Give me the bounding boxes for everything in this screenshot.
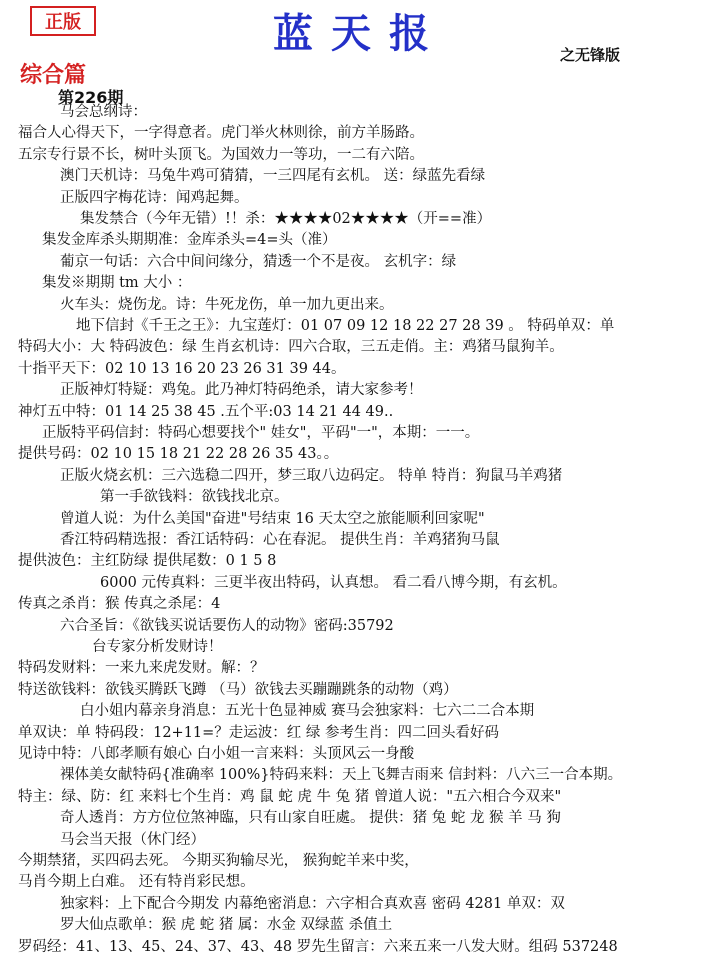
text-line: 台专家分析发财诗！ [92, 639, 223, 655]
text-line: 传真之杀肖：猴 传真之杀尾：4 [18, 596, 221, 613]
text-line: 香江特码精选报：香江话特码：心在春泥。 提供生肖：羊鸡猪狗马鼠 [60, 532, 500, 548]
text-line: 十指平天下：02 10 13 16 20 23 26 31 39 44。 [18, 360, 346, 377]
text-line: 提供号码：02 10 15 18 21 22 28 26 35 43。。 [18, 446, 339, 463]
issue-number: 第226期 [58, 88, 124, 107]
text-line: 六合圣旨：《欲钱买说话要伤人的动物》密码:35792 [60, 617, 394, 634]
text-line: 五宗专行景不长，树叶头顶飞。为国效力一等功，一二有六陪。 [18, 146, 424, 163]
text-line: 集发禁合（今年无错）!！杀：★★★★02★★★★（开==准） [80, 211, 492, 227]
text-line: 裸体美女献特码{准确率 100%}特码来料：天上飞舞吉雨来 信封料：八六三一合本期。 [60, 767, 623, 784]
text-line: 白小姐内幕亲身消息：五光十色显神威 赛马会独家料：七六二二合本期 [80, 703, 535, 720]
text-line: 神灯五中特：01 14 25 38 45 .五个平:03 14 21 44 49.. [18, 403, 394, 420]
text-line: 特主：绿、防：红 来料七个生肖：鸡 鼠 蛇 虎 牛 兔 猪 曾道人说："五六相合今双来" [18, 788, 562, 805]
text-line: 马会当天报（休门经） [60, 831, 205, 848]
text-line: 火车头：烧伤龙。诗：牛死龙伤，单一加九更出来。 [60, 296, 394, 313]
text-line: 澳门天机诗：马兔牛鸡可猜猜，一三四尾有玄机。 送：绿蓝先看绿 [60, 168, 486, 185]
text-line: 今期禁猪，买四码去死。 今期买狗输尽光， 猴狗蛇羊来中奖， [18, 853, 419, 869]
text-line: 正版火烧玄机：三六选稳二四开，梦三取八边码定。 特单 特肖：狗鼠马羊鸡猪 [60, 467, 563, 484]
text-line: 集发金库杀头期期准：金库杀头=4=头（准） [42, 232, 337, 249]
text-line: 特码大小：大 特码波色：绿 生肖玄机诗：四六合取，三五走俏。主：鸡猪马鼠狗羊。 [18, 339, 564, 356]
text-line: 集发※期期 tm 大小 ： [42, 275, 192, 292]
section-title: 综合篇 [20, 63, 87, 88]
edition-label: 之无锋版 [560, 46, 621, 64]
text-line: 第一手欲钱料：欲钱找北京。 [100, 489, 289, 506]
text-line: 马会总纲诗： [60, 104, 147, 120]
text-line: 提供波色：主红防绿 提供尾数：0 1 5 8 [18, 553, 277, 570]
text-line: 福合人心得天下，一字得意者。虎门举火林则徐，前方羊肠路。 [18, 125, 424, 142]
text-line: 地下信封《千王之王》：九宝莲灯：01 07 09 12 18 22 27 28 39 。 特码单双：单 [76, 318, 615, 334]
text-line: 见诗中特：八郎孝顺有娘心 白小姐一言来料：头顶风云一身酸 [18, 746, 415, 762]
text-line: 葡京一句话：六合中间问缘分，猜透一个不是夜。 玄机字：绿 [60, 253, 457, 270]
text-line: 特码发财料：一来九来虎发财。解：？ [18, 660, 265, 677]
text-line: 马肖今期上白难。 还有特肖彩民想。 [18, 874, 255, 891]
text-line: 独家料：上下配合今期发 内幕绝密消息：六字相合真欢喜 密码 4281 单双：双 [60, 895, 565, 912]
text-line: 正版神灯特疑：鸡兔。此乃神灯特码绝杀，请大家参考！ [60, 382, 423, 399]
text-line: 罗码经：41、13、45、24、37、43、48 罗先生留言：六来五来一八发大财。组码 537248 [18, 938, 618, 955]
text-line: 正版四字梅花诗：闻鸡起舞。 [60, 189, 249, 206]
text-line: 单双诀：单 特码段：12+11=？走运波：红 绿 参考生肖：四二回头看好码 [18, 724, 500, 741]
text-line: 6000 元传真料：三更半夜出特码，认真想。 看二看八博今期，有玄机。 [100, 574, 567, 591]
text-line: 罗大仙点歌单：猴 虎 蛇 猪 属：水金 双绿蓝 杀值土 [60, 917, 393, 934]
text-line: 特送欲钱料：欲钱买腾跃飞蹲 （马）欲钱去买蹦蹦跳条的动物（鸡） [18, 681, 458, 698]
text-line: 正版特平码信封：特码心想要找个" 娃女"，平码"一"，本期：一一。 [42, 425, 480, 441]
page-title: 蓝天报 [273, 11, 447, 57]
edition-badge: 正版 [30, 6, 96, 36]
text-line: 奇人透肖：方方位位煞神臨，只有山家自旺處。 提供：猪 兔 蛇 龙 猴 羊 马 狗 [60, 810, 561, 827]
text-line: 曾道人说：为什么美国"奋进"号结束 16 天太空之旅能顺利回家呢" [60, 510, 485, 527]
